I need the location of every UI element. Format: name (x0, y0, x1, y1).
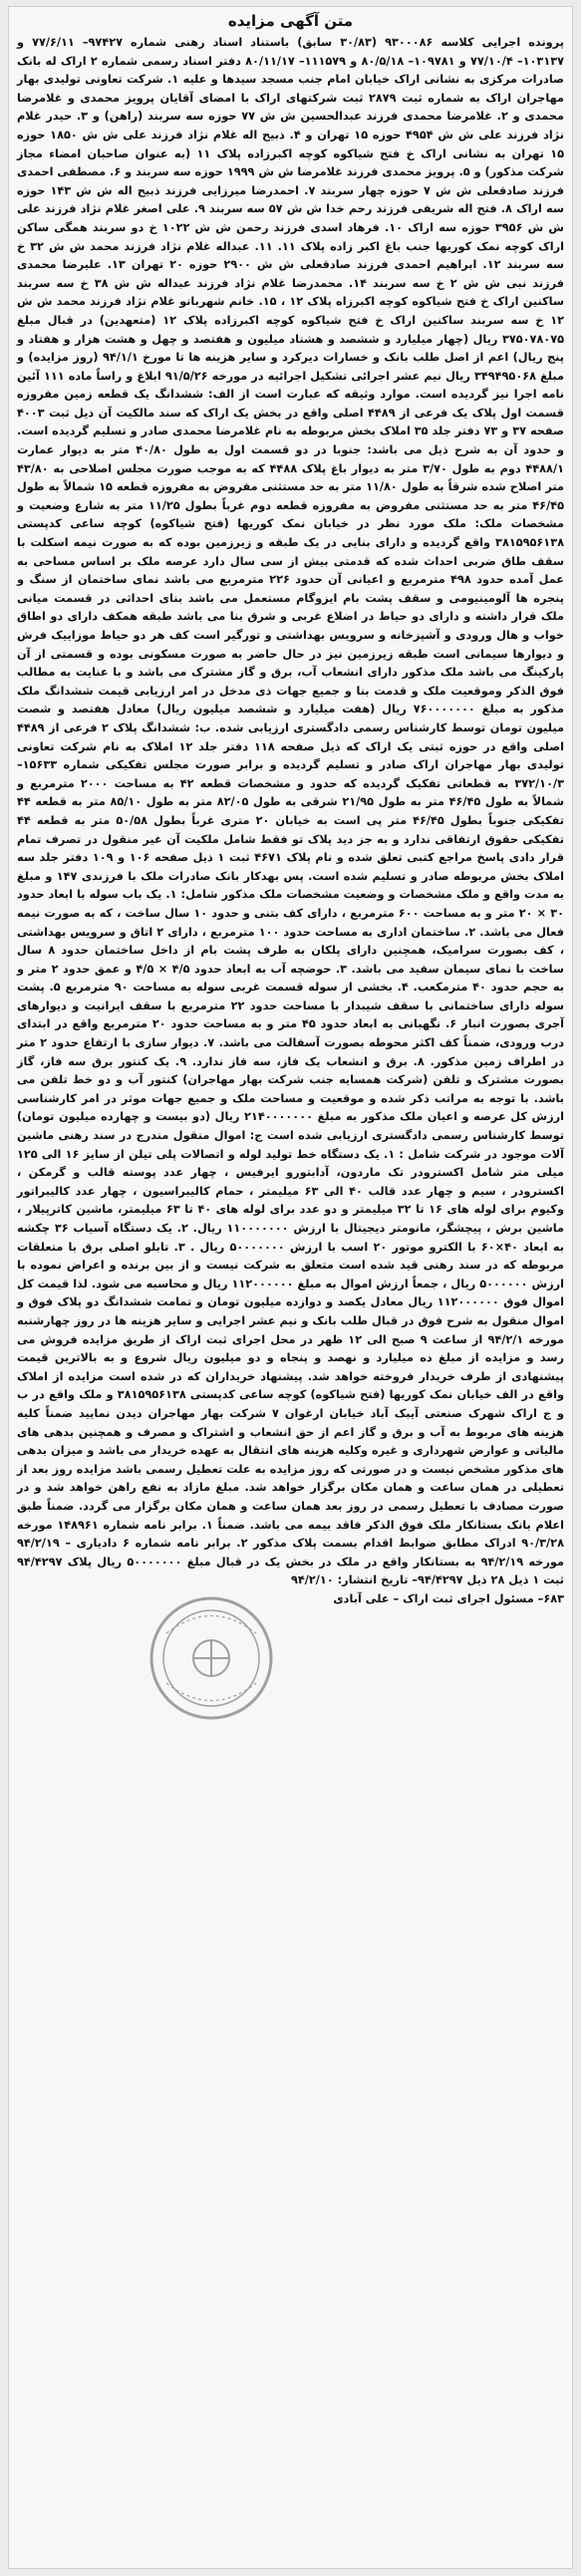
notice-signature: ۶۸۳– مسئول اجرای ثبت اراک – علی آبادی (333, 1591, 564, 1605)
notice-sheet (8, 6, 573, 2569)
registry-seal-stamp (146, 1593, 276, 1723)
notice-body-text: پرونده اجرایی کلاسه ۹۳۰۰۰۸۶ (۳۰/۸۳ سابق) باستناد اسناد رهنی شماره ۹۷۴۲۷– ۷۷/۶/۱۱ و ۱۰۳۱۳۷– ۷۷/۱۰/۴ و ۱۰۹۷۸۱– ۸۰/۵/۱۸ و ۱۱۱۵۷۹– ۸۰/۱۱/۱۷ دفتر اسناد رسمی شماره ۲ اراک له بانک صادرات مرکزی به نشانی اراک خیابان امام جنب مسجد سیدها و علیه ۱. شرکت تعاونی تولیدی بهار مهاجران اراک به شماره ثبت ۲۸۷۹ ثبت شرکتهای اراک با امضای آقایان پرویز محمدی و غلامرضا محمدی و ۲. غلامرضا محمدی فرزند عبدالحسین ش ش ۷۷ حوزه سه سربند (راهن) و ۳. حیدر غلام نژاد فرزند علی ش ش ۴۹۵۴ حوزه ۱۵ تهران و ۴. ذبیح اله غلام نژاد فرزند علی ش ش ۱۸۵۰ حوزه ۱۵ تهران به نشانی اراک خ فتح شیاکوه کوچه اکبرزاده پلاک ۱۱ (به عنوان صاحبان امضاء مجاز شرکت مذکور) و ۵. پرویز محمدی فرزند غلامرضا ش ش ۱۹۹۹ حوزه سه سربند و ۶. مصطفی احمدی فرزند صادقعلی ش ش ۷ حوزه چهار سربند ۷. احمدرضا میرزایی فرزند ذبیح اله ش ش ۱۴۳ حوزه سه اراک ۸. فتح اله شریفی فرزند رحم خدا ش ش ۵۷ سه سربند ۹. علی اصغر غلام نژاد فرزند علی ش ش ۳۹۵۶ حوزه سه اراک ۱۰. فرهاد اسدی فرزند رحمن ش ش ۱۰۲۲ خ دو سربند همگی ساکن اراک کوچه نمک کوریها جنب باغ اکبر زاده پلاک ۱۱. ۱۱. عبداله غلام نژاد فرزند محمد ش ش ۳۲ خ سه سربند ۱۲. ابراهیم احمدی فرزند صادقعلی ش ش ۲۹۰۰ حوزه ۲۰ تهران ۱۳. علیرضا محمدی فرزند نبی ش ش ۲ خ سه سربند ۱۴. محمدرضا غلام نژاد فرزند عبداله ش ش ۳۸ خ سه سربند ساکنین اراک خ فتح شیاکوه کوچه اکبرزاه پلاک ۱۲ ، ۱۵. خانم شهربانو غلام نژاد فرزند محمد ش ش ۱۲ خ سه سربند ساکنین اراک خ فتح شیاکوه کوچه اکبرزاده پلاک ۱۲ (متعهدین) در قبال مبلغ ۳۷۵۰۷۸۰۷۵ ریال (چهار میلیارد و ششصد و هشتاد میلیون و هفتصد و چهل و هشت هزار و هفتاد و پنج ریال) اعم از اصل طلب بانک و خسارات دیرکرد و سایر هزینه ها تا مورخ ۹۴/۱/۱ (روز مزایده) و مبلغ ۳۴۹۴۹۵۰۶۸ ریال نیم عشر اجرائی تشکیل اجرائیه در مورخه ۹۱/۵/۲۶ ابلاغ و راساً ماده ۱۱۱ آئین نامه اجرا نیز گردیده است. موارد وثیقه که عبارت است از الف: ششدانگ یک قطعه زمین مفروزه قسمت اول پلاک یک فرعی از ۴۴۸۹ اصلی واقع در بخش یک اراک که سند مالکیت آن ذیل ثبت ۴۰۰۳ صفحه ۳۷ و ۷۳ دفتر جلد ۳۵ املاک بخش مربوطه به نام غلامرضا محمدی صادر و تسلیم گردیده است. و حدود آن به شرح ذیل می باشد: جنوبا در دو قسمت اول به طول ۴۰/۸۰ متر به دیوار عمارت ۴۴۸۸/۱ دوم به طول ۳/۷۰ متر به دیوار باغ پلاک ۴۴۸۸ که به موجب صورت مجلس اصلاحی به ۴۳/۸۰ متر اصلاح شده شرقاً به طول ۱۱/۸۰ متر به حد مستثنی مفروض به مفروزه قطعه ۱۵ شمالاً به طول ۴۶/۴۵ متر به حد مستثنی مفروض به مفروزه قطعه دوم غرباً بطول ۱۱/۲۵ متر به شارع وضعیت و مشخصات ملک: ملک مورد نظر در خیابان نمک کوریها (فتح شیاکوه) کوچه ساعی کدپستی ۳۸۱۵۹۵۶۱۳۸ واقع گردیده و دارای بنایی در یک طبقه و زیرزمین بوده که به صورت نیمه اسکلت با سقف طاق ضربی احداث شده که قدمتی بیش از سی سال دارد عرصه ملک بر اساس مساحی به عمل آمده حدود ۴۹۸ مترمربع و اعیانی آن حدود ۲۲۶ مترمربع می باشد نمای ساختمان از سنگ و پنجره ها آلومینیومی و سقف پشت بام ایزوگام مستعمل می باشد بنای احداثی در قسمت میانی ملک قرار داشته و دارای دو حیاط در اضلاع غربی و شرق بنا می باشد طبقه همکف دارای دو اطاق خواب و هال ورودی و آشپزخانه و سرویس بهداشتی و تورگیر است کف هر دو حیاط موزاییک فرش و دیوارها سیمانی است طبقه زیرزمین نیز در حال حاضر به صورت مسکونی بوده و قسمتی از آن پارکینگ می باشد ملک مذکور دارای انشعاب آب، برق و گاز مشترک می باشد و با عنایت به مطالب فوق الذکر وموقعیت ملک و قدمت بنا و جمیع جهات ذی مدخل در امر ارزیابی قیمت ششدانگ ملک مذکور به مبلغ ۷۶۰۰۰۰۰۰۰ ریال (هفت میلیارد و ششصد میلیون ریال) معادل هفتصد و شصت میلیون تومان توسط کارشناس رسمی دادگستری ارزیابی شده. ب: ششدانگ پلاک ۲ فرعی از ۴۴۸۹ اصلی واقع در حوزه ثبتی یک اراک که ذیل صفحه ۱۱۸ دفتر جلد ۱۲ املاک به نام شرکت تعاونی تولیدی بهار مهاجران اراک صادر و تسلیم گردیده و برابر صورت مجلس تفکیکی شماره ۱۵۶۳۳– ۳۷۲/۱۰/۳ به قطعاتی تفکیک گردیده که حدود و مشخصات قطعه ۴۲ به مساحت ۲۰۰۰ مترمربع و شمالاً به طول ۴۶/۴۵ متر به طول ۲۱/۹۵ شرقی به طول ۸۲/۰۵ متر به طول ۸۵/۱۰ متر به قطعه ۴۴ تفکیکی جنوباً بطول ۴۶/۴۵ متر پی است به خیابان ۲۰ متری غرباً بطول ۵۰/۵۸ متر به قطعه ۴۴ تفکیکی حقوق ارتفاقی ندارد و به جز دید پلاک تو فقط شامل ملکیت آن غیر منقول در تصرف تمام قرار دادی پاسخ مراجع کتبی تعلق شده و نام پلاک ۴۶۷۱ ثبت ۱ ذیل صفحه ۱۰۶ و ۱۰۹ دفتر جلد سه املاک بخش مربوطه صادر و تسلیم شده است. پس بهدکار بانک صادرات ملک با فرزندی ۱۴۷ و مبلغ به مدت واقع و ملک مشخصات و وضعیت مشخصات ملک مذکور شامل: ۱. یک باب سوله با ابعاد حدود ۳۰ × ۲۰ متر و به مساحت ۶۰۰ مترمربع ، دارای کف بتنی و حدود ۱۰ سال ساخت ، که به صورت نیمه فعال می باشد. ۲. ساختمان اداری به مساحت حدود ۱۰۰ مترمربع ، دارای ۲ اتاق و سرویس بهداشتی ، کف بصورت سرامیک، همچنین دارای پلکان به طرف پشت بام از داخل ساختمان حدود ۸ سال ساخت با نمای سیمان سفید می باشد. ۳. حوضچه آب به ابعاد حدود ۴/۵ × ۴/۵ و عمق حدود ۲ متر و به حجم حدود ۴۰ مترمکعب. ۴. بخشی از سوله قسمت غربی سوله به مساحت ۹۰ مترمربع ۵. پشت سوله دارای ساختمانی با سقف شیبدار با مساحت حدود ۲۲ مترمربع با سقف ایرانیت و دیوارهای آجری بصورت انبار ۶. نگهبانی به ابعاد حدود ۴۵ متر و به مساحت حدود ۲۰ مترمربع واقع در ابتدای درب ورودی، ضمناً کف اکثر محوطه بصورت آسفالت می باشد. ۷. دیوار سازی با ارتفاع حدود ۲ متر در اطراف زمین مذکور. ۸. برق و انشعاب یک فاز، سه فاز ندارد. ۹. یک کنتور برق سه فاز، گاز بصورت مشترک و تلفن (شرکت همسایه جنب شرکت بهار مهاجران) کنتور آب و دو خط تلفن می باشد. با توجه به مراتب ذکر شده و موقعیت و مساحت ملک و جمیع جهات موثر در امر کارشناسی ارزش کل عرصه و اعیان ملک مذکور به مبلغ ۲۱۴۰۰۰۰۰۰۰ ریال (دو بیست و چهارده میلیون تومان) توسط کارشناس رسمی دادگستری ارزیابی شده است ج: اموال منقول مندرج در سند رهنی ماشین آلات موجود در شرکت شامل : ۱. یک دستگاه خط تولید لوله و اتصالات پلی تیلن از سایز ۱۶ الی ۱۲۵ میلی متر شامل اکسترودر تک ماردون، آدابتورو ایرفیس ، چهار عدد پوسته قالب و گرمکن ، اکسترودر ، سیم و چهار عدد قالب ۴۰ الی ۶۳ میلیمتر ، حمام کالیبراسیون ، چهار عدد کالیبراتور وکیوم برای لوله های ۱۶ تا ۳۲ میلیمتر و دو عدد برای لوله های ۴۰ تا ۶۳ میلیمتر، ماشین کاترپیلار ، ماشین برش ، پیچشگر، مانومتر دیجیتال با ارزش ۱۱۰۰۰۰۰۰۰ ریال. ۲. یک دستگاه آسیاب ۳۶ چکشه به ابعاد ۴۰×۶۰ با الکترو موتور ۲۰ اسب با ارزش ۵۰۰۰۰۰۰۰ ریال . ۳. تابلو اصلی برق با متعلقات مربوطه که در سند رهنی قید شده است متعلق به شرکت نیست و از بین برنده و اعراض نموده با ارزش ۵۰۰۰۰۰۰ ریال ، جمعاً ارزش اموال به مبلغ ۱۱۲۰۰۰۰۰۰ ریال و محاسبه می شود. لذا قیمت کل اموال فوق ۱۱۲۰۰۰۰۰۰ ریال معادل یکصد و دوازده میلیون تومان و تمامت ششدانگ دو پلاک فوق و اموال منقول به شرح فوق در قبال طلب بانک و نیم عشر اجرایی و سایر هزینه ها در روز چهارشنبه مورخه ۹۴/۲/۱ از ساعت ۹ صبح الی ۱۲ ظهر در محل اجرای ثبت اراک از طریق مزایده فروش می رسد و مزایده از مبلغ ده میلیارد و نهصد و پنجاه و دو میلیون ریال شروع و به بالاترین قیمت پیشنهادی از طرف خریدار فروخته خواهد شد. پیشنهاد خریداران که در شده است مزایده از املاک واقع در الف خیابان نمک کوریها (فتح شیاکوه) کوچه ساعی کدپستی ۳۸۱۵۹۵۶۱۳۸ و ملک واقع در ب و ج اراک شهرک صنعتی آیبک آباد خیابان ارغوان ۷ شرکت بهار مهاجران دیدن نمایید ضمناً کلیه هزینه های مربوط به آب و برق و گاز اعم از حق انشعاب و اشتراک و مصرف و همچنین بدهی های مالیاتی و عوارض شهرداری و غیره وکلیه هزینه های انتقال به عهده خریدار می باشد و میزان بدهی های مذکور مشخص نیست و در صورتی که روز مزایده به علت تعطیل رسمی باشد مزایده روز بعد از تعطیلی در همان ساعت و همان مکان برگزار خواهد شد. مبلغ مازاد به نفع راهن خواهد شد و در صورت مصادف با تعطیل رسمی در روز بعد همان ساعت و همان مکان برگزار می گردد. ضمناً طبق اعلام بانک بستانکار ملک فوق الذکر فاقد بیمه می باشد. ضمناً ۱. برابر نامه شماره ۱۴۸۹۶۱ مورخه ۹۰/۳/۲۸ ادراک مطابق ضوابط اقدام بسمت پلاک مذکور ۲. برابر نامه شماره ۶ دادیاری – ۹۴/۲/۱۹ مورخه ۹۴/۲/۱۹ به بستانکار واقع در ملک در بخش یک در قبال مبلغ ۵۰۰۰۰۰۰۰ ریال پلاک ۹۴/۴۲۹۷ ثبت ۱ ذیل ۲۸ ذیل ۹۴/۴۲۹۷– تاریخ انتشار: ۹۴/۲/۱۰ (17, 36, 565, 1587)
notice-body (9, 34, 572, 1590)
notice-title: متن آگهی مزایده (227, 12, 354, 30)
